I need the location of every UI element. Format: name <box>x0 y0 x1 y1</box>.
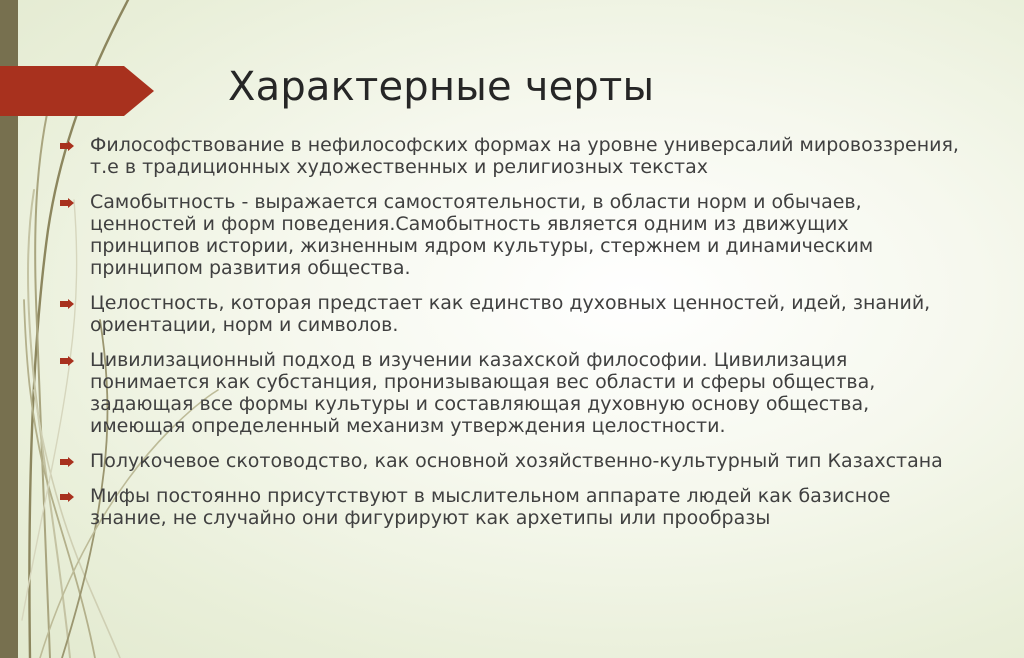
arrow-bullet-icon <box>60 198 74 208</box>
list-item <box>60 349 960 437</box>
bullet-text: Целостность, которая предстает как единство духовных ценностей, идей, знаний, ориентации, норм и символов. <box>90 292 931 336</box>
arrow-bullet-icon <box>60 457 74 467</box>
bullet-text: Цивилизационный подход в изучении казахской философии. Цивилизация понимается как субстанция, пронизывающая вес области и сферы общества, задающая все формы культуры и составляющая духовную основу общества, имеющая определенный механизм утверждения целостности. <box>90 349 876 437</box>
bullet-list <box>60 134 960 542</box>
arrow-bullet-icon <box>60 299 74 309</box>
arrow-bullet-icon <box>60 356 74 366</box>
bullet-text: Философствование в нефилософских формах на уровне универсалий мировоззрения, т.е в традиционных художественных и религиозных текстах <box>90 134 959 178</box>
title-accent-banner <box>0 66 154 116</box>
list-item <box>60 485 960 529</box>
list-item <box>60 191 960 279</box>
arrow-bullet-icon <box>60 141 74 151</box>
bullet-text: Самобытность - выражается самостоятельности, в области норм и обычаев, ценностей и форм поведения.Самобытность является одним из движущих принципов истории, жизненным ядром культуры, стержнем и динамическим принципом развития общества. <box>90 191 874 279</box>
slide-title: Характерные черты <box>228 64 655 110</box>
list-item <box>60 450 960 472</box>
list-item <box>60 134 960 178</box>
arrow-bullet-icon <box>60 492 74 502</box>
bullet-text: Полукочевое скотоводство, как основной хозяйственно-культурный тип Казахстана <box>90 450 943 472</box>
list-item <box>60 292 960 336</box>
bullet-text: Мифы постоянно присутствуют в мыслительном аппарате людей как базисное знание, не случайно они фигурируют как архетипы или прообразы <box>90 485 891 529</box>
